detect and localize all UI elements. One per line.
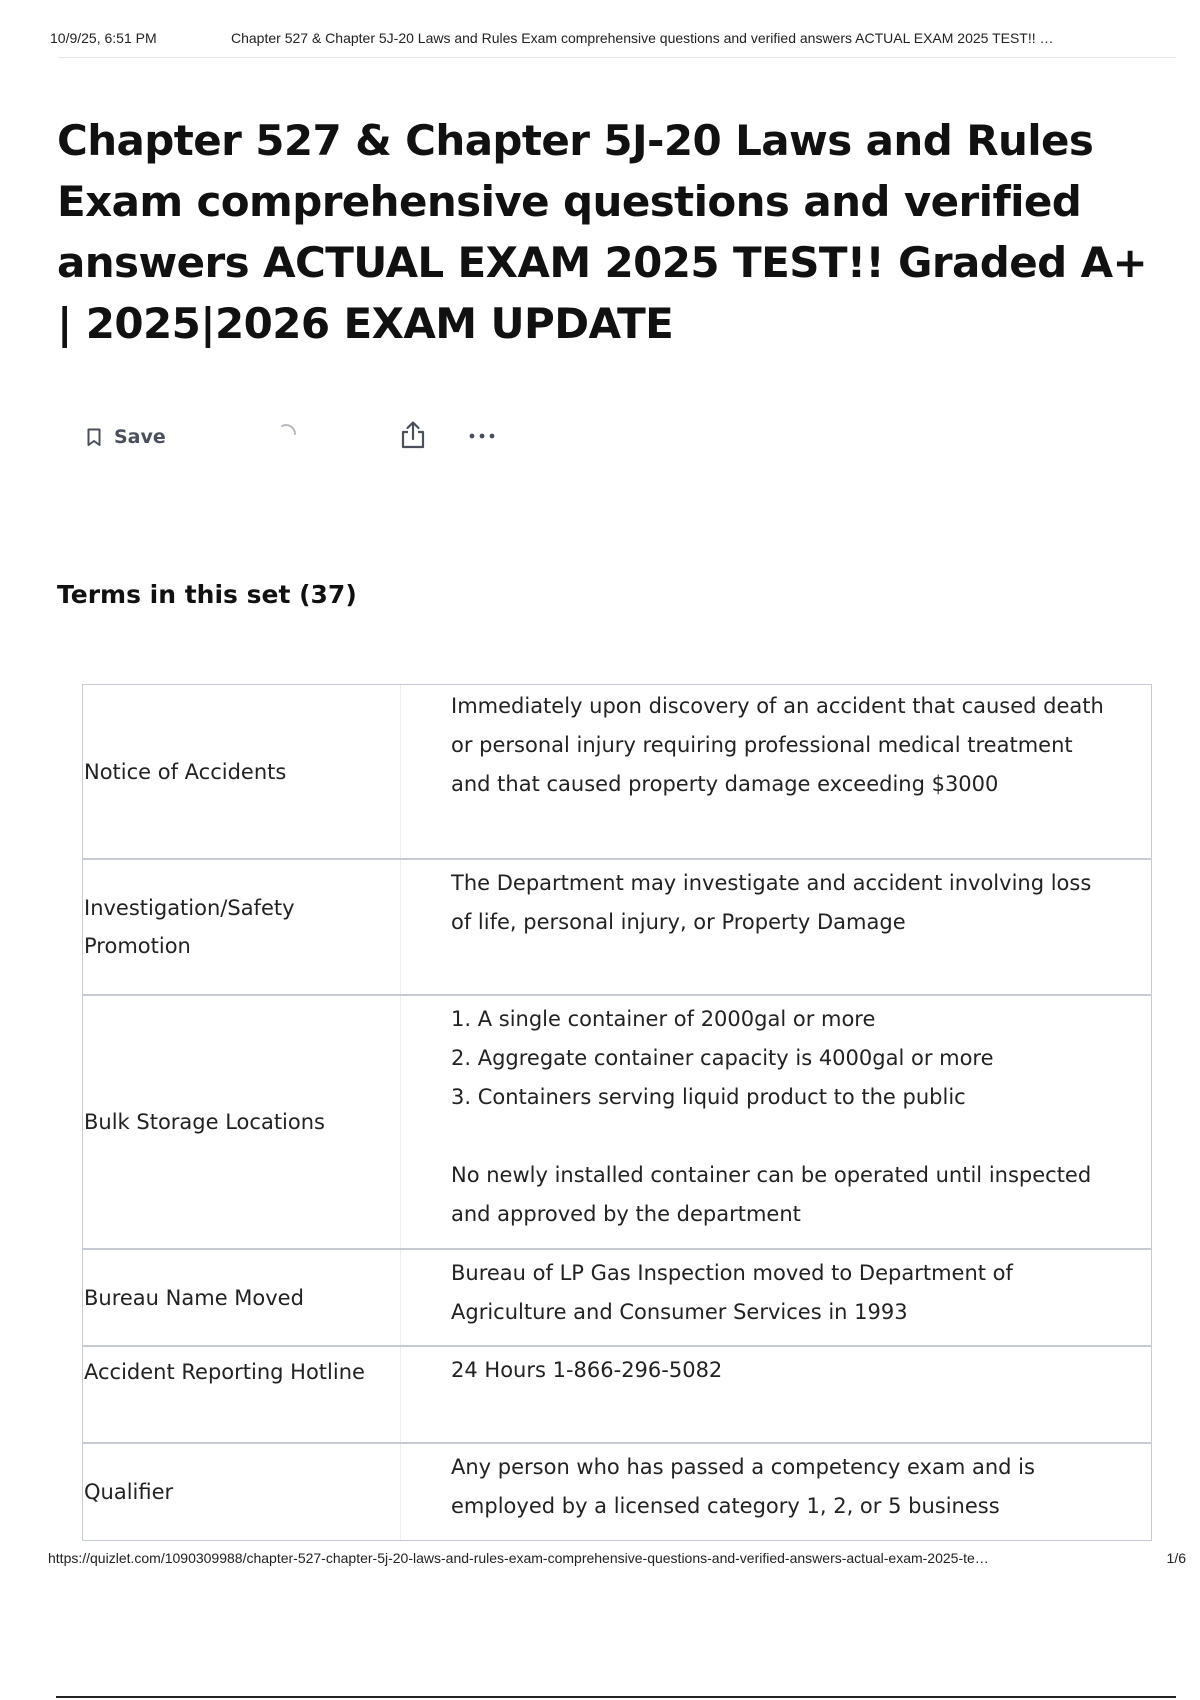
header-divider [58,57,1176,58]
term-word: Notice of Accidents [83,685,401,858]
term-row[interactable] [83,1250,1151,1347]
loading-spinner-icon [276,422,298,444]
term-definition: Bureau of LP Gas Inspection moved to Department of Agriculture and Consumer Services in 1993 [451,1261,1013,1324]
more-icon[interactable] [467,420,497,450]
term-word: Accident Reporting Hotline [83,1347,401,1442]
page-title: Chapter 527 & Chapter 5J-20 Laws and Rules Exam comprehensive questions and verified answers ACTUAL EXAM 2025 TEST!! Graded A+ | 2025|2026 EXAM UPDATE [57,116,1148,348]
term-row[interactable] [83,996,1151,1250]
term-definition: 1. A single container of 2000gal or more 2. Aggregate container capacity is 4000gal or more 3. Containers serving liquid product to the public No newly installed container can be operated until inspected and approved by the department [451,1007,1092,1226]
term-word: Investigation/Safety Promotion [83,860,401,994]
term-definition: 24 Hours 1-866-296-5082 [451,1358,723,1382]
term-row[interactable] [83,685,1151,860]
save-button[interactable] [87,420,166,454]
term-row[interactable] [83,1444,1151,1540]
term-row[interactable] [83,1347,1151,1444]
print-date: 10/9/25, 6:51 PM [50,30,157,46]
terms-heading: Terms in this set (37) [57,580,357,609]
term-definition: Any person who has passed a competency exam and is employed by a licensed category 1, 2, or 5 business [451,1455,1035,1518]
term-definition: The Department may investigate and accident involving loss of life, personal injury, or Property Damage [451,871,1092,934]
term-definition: Immediately upon discovery of an accident that caused death or personal injury requiring professional medical treatment and that caused property damage exceeding $3000 [451,694,1104,796]
share-icon[interactable] [399,420,427,450]
term-row[interactable] [83,860,1151,996]
print-url: https://quizlet.com/1090309988/chapter-527-chapter-5j-20-laws-and-rules-exam-comprehensive-questions-and-verified-answers-actual-exam-2025-te… [48,1550,989,1566]
save-label: Save [114,426,166,448]
page-number: 1/6 [1166,1550,1186,1566]
page-bottom-divider [56,1696,1176,1698]
terms-table [82,684,1152,1541]
term-word: Bulk Storage Locations [83,996,401,1248]
print-doc-title: Chapter 527 & Chapter 5J-20 Laws and Rules Exam comprehensive questions and verified answers ACTUAL EXAM 2025 TEST!! … [231,30,1054,46]
term-word: Qualifier [83,1444,401,1540]
bookmark-icon [87,428,101,447]
term-word: Bureau Name Moved [83,1250,401,1345]
